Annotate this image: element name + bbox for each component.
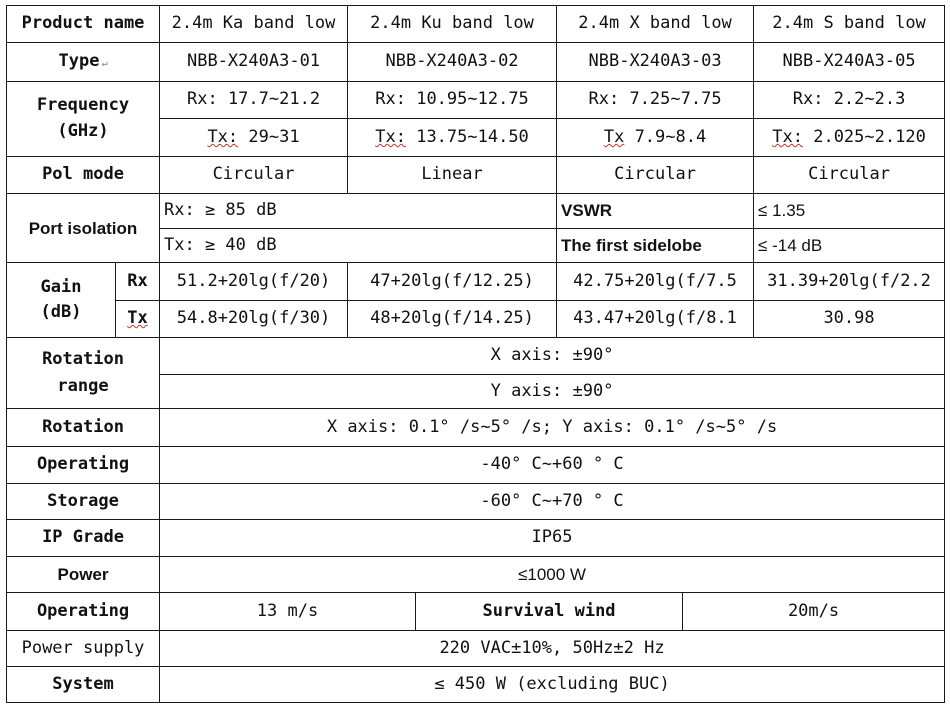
freq-tx-prefix: Tx bbox=[603, 126, 625, 147]
operating-wind-value: 13 m/s bbox=[160, 593, 416, 630]
freq-rx-value: 17.7~21.2 bbox=[227, 89, 321, 110]
freq-rx-ku bbox=[348, 81, 557, 118]
freq-rx-value: 2.2~2.3 bbox=[833, 89, 906, 110]
product-name-label: Product name bbox=[7, 6, 160, 43]
rotation-range-label bbox=[7, 338, 160, 409]
freq-tx-s bbox=[754, 119, 945, 156]
type-label bbox=[7, 43, 160, 81]
table-row-port-isolation-rx bbox=[7, 194, 945, 228]
rotation-range-y-axis: Y axis: ±90° bbox=[160, 374, 945, 408]
port-isolation-tx: Tx: ≥ 40 dB bbox=[160, 228, 557, 262]
product-ku: 2.4m Ku band low bbox=[348, 6, 557, 43]
freq-rx-value: 10.95~12.75 bbox=[416, 89, 529, 110]
freq-tx-ka bbox=[160, 119, 348, 156]
type-s: NBB-X240A3-05 bbox=[754, 43, 945, 81]
pol-s: Circular bbox=[754, 156, 945, 193]
frequency-label bbox=[7, 81, 160, 156]
gain-tx-ku: 48+20lg(f/14.25) bbox=[348, 300, 557, 337]
vswr-value: ≤ 1.35 bbox=[754, 194, 945, 228]
frequency-label-line2: (GHz) bbox=[57, 120, 109, 141]
table-row-gain-tx bbox=[7, 300, 945, 337]
ip-grade-value: IP65 bbox=[160, 520, 945, 556]
vswr-label: VSWR bbox=[557, 194, 754, 228]
ip-grade-label: IP Grade bbox=[7, 520, 160, 556]
freq-tx-ku bbox=[348, 119, 557, 156]
table-row-ip-grade bbox=[7, 520, 945, 556]
gain-tx-x: 43.47+20lg(f/8.1 bbox=[557, 300, 754, 337]
rotation-range-label-line1: Rotation bbox=[42, 348, 124, 369]
pol-ka: Circular bbox=[160, 156, 348, 193]
table-row-power-supply bbox=[7, 630, 945, 666]
product-ka: 2.4m Ka band low bbox=[160, 6, 348, 43]
freq-rx-prefix: Rx: bbox=[375, 89, 406, 110]
power-value: ≤1000 W bbox=[160, 556, 945, 592]
sidelobe-label: The first sidelobe bbox=[557, 228, 754, 262]
table-row-frequency-rx bbox=[7, 81, 945, 118]
freq-tx-value: 13.75~14.50 bbox=[416, 126, 529, 147]
freq-rx-prefix: Rx: bbox=[588, 89, 620, 110]
table-row-power bbox=[7, 556, 945, 592]
port-isolation-label: Port isolation bbox=[7, 194, 160, 263]
table-row-storage-temp bbox=[7, 484, 945, 520]
freq-rx-s bbox=[754, 81, 945, 118]
type-ka: NBB-X240A3-01 bbox=[160, 43, 348, 81]
freq-rx-value: 7.25~7.75 bbox=[629, 89, 722, 110]
gain-label bbox=[7, 263, 116, 338]
table-row-rotation-speed bbox=[7, 409, 945, 446]
freq-rx-prefix: Rx: bbox=[792, 89, 824, 110]
rotation-speed-label: Rotation bbox=[7, 409, 160, 446]
survival-wind-value: 20m/s bbox=[683, 593, 945, 630]
gain-tx-ka: 54.8+20lg(f/30) bbox=[160, 300, 348, 337]
freq-rx-ka bbox=[160, 81, 348, 118]
table-row-pol-mode bbox=[7, 156, 945, 193]
frequency-label-line1: Frequency bbox=[36, 95, 130, 116]
pol-mode-label: Pol mode bbox=[7, 156, 160, 193]
system-power-label: System bbox=[7, 667, 160, 703]
type-x: NBB-X240A3-03 bbox=[557, 43, 754, 81]
gain-rx-label: Rx bbox=[116, 263, 160, 300]
storage-temp-value: -60° C~+70 ° C bbox=[160, 484, 945, 520]
gain-tx-label bbox=[116, 300, 160, 337]
power-supply-value: 220 VAC±10%, 50Hz±2 Hz bbox=[160, 630, 945, 666]
storage-temp-label: Storage bbox=[7, 484, 160, 520]
operating-wind-label: Operating bbox=[7, 593, 160, 630]
gain-tx-s: 30.98 bbox=[754, 300, 945, 337]
rotation-speed-value: X axis: 0.1° /s~5° /s; Y axis: 0.1° /s~5° /s bbox=[160, 409, 945, 446]
table-row-type bbox=[7, 43, 945, 81]
freq-tx-prefix: Tx: bbox=[772, 126, 803, 147]
power-supply-label: Power supply bbox=[7, 630, 160, 666]
survival-wind-label: Survival wind bbox=[416, 593, 683, 630]
freq-tx-value: 29~31 bbox=[248, 126, 300, 147]
gain-rx-ku: 47+20lg(f/12.25) bbox=[348, 263, 557, 300]
product-x: 2.4m X band low bbox=[557, 6, 754, 43]
product-s: 2.4m S band low bbox=[754, 6, 945, 43]
table-row-rotation-range-x bbox=[7, 338, 945, 374]
table-row-gain-rx bbox=[7, 263, 945, 300]
operating-temp-value: -40° C~+60 ° C bbox=[160, 446, 945, 483]
freq-rx-x bbox=[557, 81, 754, 118]
rotation-range-label-line2: range bbox=[57, 376, 109, 397]
pol-ku: Linear bbox=[348, 156, 557, 193]
table-row-operating-temp bbox=[7, 446, 945, 483]
gain-label-line2: (dB) bbox=[40, 302, 82, 323]
table-row-operating-wind bbox=[7, 593, 945, 630]
sidelobe-value: ≤ -14 dB bbox=[754, 228, 945, 262]
gain-tx-label-text: Tx bbox=[127, 308, 148, 329]
rotation-range-x-axis: X axis: ±90° bbox=[160, 338, 945, 374]
gain-rx-x: 42.75+20lg(f/7.5 bbox=[557, 263, 754, 300]
type-label-text: Type bbox=[58, 51, 100, 72]
port-isolation-rx: Rx: ≥ 85 dB bbox=[160, 194, 557, 228]
table-row-product-name bbox=[7, 6, 945, 43]
gain-label-line1: Gain bbox=[40, 276, 82, 297]
paragraph-mark-icon: ↵ bbox=[101, 58, 108, 70]
type-ku: NBB-X240A3-02 bbox=[348, 43, 557, 81]
freq-tx-value: 7.9~8.4 bbox=[634, 126, 707, 147]
pol-x: Circular bbox=[557, 156, 754, 193]
freq-tx-x bbox=[557, 119, 754, 156]
operating-temp-label: Operating bbox=[7, 446, 160, 483]
freq-rx-prefix: Rx: bbox=[186, 89, 218, 110]
freq-tx-value: 2.025~2.120 bbox=[813, 126, 926, 147]
system-power-value: ≤ 450 W (excluding BUC) bbox=[160, 667, 945, 703]
freq-tx-prefix: Tx: bbox=[207, 126, 239, 147]
spec-table bbox=[6, 5, 945, 703]
freq-tx-prefix: Tx: bbox=[375, 126, 406, 147]
power-label: Power bbox=[7, 556, 160, 592]
gain-rx-ka: 51.2+20lg(f/20) bbox=[160, 263, 348, 300]
gain-rx-s: 31.39+20lg(f/2.2 bbox=[754, 263, 945, 300]
table-row-system-power bbox=[7, 667, 945, 703]
